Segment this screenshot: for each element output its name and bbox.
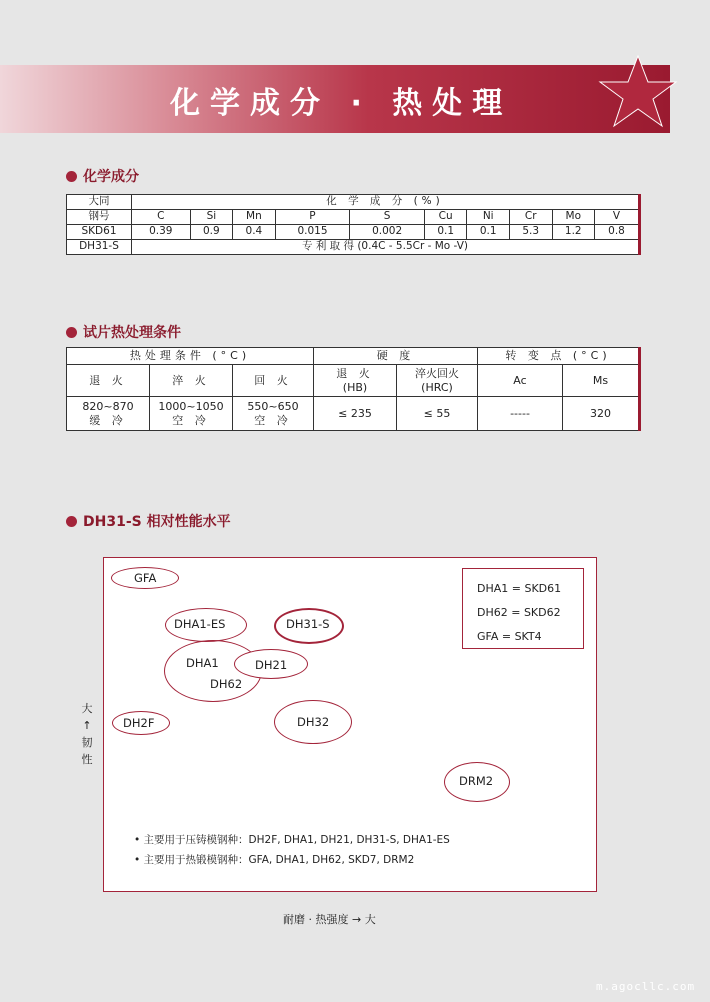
col-ac: Ac (478, 365, 563, 397)
value-cell: 0.9 (190, 225, 233, 240)
value-cell: 0.1 (467, 225, 510, 240)
col-ms: Ms (563, 365, 640, 397)
corner-top-cell: 大同 (67, 195, 132, 210)
col-anneal: 退 火 (67, 365, 150, 397)
star-icon (598, 52, 678, 132)
value-cell: 5.3 (509, 225, 552, 240)
quench-cell: 1000~1050 空 冷 (150, 397, 233, 431)
col-hb: 退 火 (HB) (314, 365, 397, 397)
element-header: Mo (552, 210, 595, 225)
grade-label: DH2F (123, 716, 155, 730)
group-header-cell: 化 学 成 分 (%) (132, 195, 640, 210)
element-header: Ni (467, 210, 510, 225)
element-header: Cu (424, 210, 467, 225)
table-row (67, 240, 640, 255)
grade-label: DHA1 (186, 656, 219, 670)
anneal-cell: 820~870 缓 冷 (67, 397, 150, 431)
usage-note-diecast: • 主要用于压铸模钢种：DH2F, DHA1, DH21, DH31-S, DHA1-ES (134, 834, 450, 846)
section-heading-performance: DH31-S 相对性能水平 (66, 511, 231, 531)
table-row (67, 225, 640, 240)
value-cell: 0.4 (233, 225, 276, 240)
grade-label: DH62 (210, 677, 243, 691)
temper-cell: 550~650 空 冷 (233, 397, 314, 431)
grade-label: DH21 (255, 658, 288, 672)
ms-cell: 320 (563, 397, 640, 431)
legend-entry: DHA1 = SKD61 (477, 582, 562, 595)
page-title: 化学成分 · 热处理 (170, 86, 513, 121)
grade-cell: SKD61 (67, 225, 132, 240)
grade-label: GFA (134, 571, 157, 585)
bullet-dot-icon (66, 516, 77, 527)
heat-treatment-table (66, 347, 641, 431)
grade-cell: DH31-S (67, 240, 132, 255)
chart-legend (462, 568, 584, 649)
value-cell: 0.002 (350, 225, 425, 240)
grade-label: DH31-S (286, 617, 330, 631)
value-cell: 1.2 (552, 225, 595, 240)
col-hrc: 淬火回火 (HRC) (397, 365, 478, 397)
col-quench: 淬 火 (150, 365, 233, 397)
performance-chart (103, 557, 597, 892)
bullet-dot-icon (66, 171, 77, 182)
group-hardness-cell: 硬 度 (314, 348, 478, 365)
grade-label: DH32 (297, 715, 330, 729)
patent-note-cell: 专 利 取 得 (0.4C - 5.5Cr - Mo -V) (132, 240, 640, 255)
section-heading-heat-treatment: 试片热处理条件 (66, 322, 181, 342)
legend-entry: GFA = SKT4 (477, 630, 542, 643)
element-header: Si (190, 210, 233, 225)
element-header: Mn (233, 210, 276, 225)
grade-label: DHA1-ES (174, 617, 226, 631)
element-header: Cr (509, 210, 552, 225)
value-cell: 0.015 (275, 225, 350, 240)
group-heat-cell: 热处理条件 (°C) (67, 348, 314, 365)
value-cell: 0.1 (424, 225, 467, 240)
watermark: m.agocllc.com (596, 980, 696, 993)
element-header: P (275, 210, 350, 225)
usage-note-forging: • 主要用于热锻模钢种：GFA, DHA1, DH62, SKD7, DRM2 (134, 854, 415, 866)
hb-cell: ≤ 235 (314, 397, 397, 431)
corner-bottom-cell: 钢号 (67, 210, 132, 225)
value-cell: 0.8 (595, 225, 640, 240)
group-transformation-cell: 转 变 点 (°C) (478, 348, 640, 365)
table-row (67, 397, 640, 431)
value-cell: 0.39 (132, 225, 191, 240)
chemical-composition-table (66, 194, 641, 255)
element-header: C (132, 210, 191, 225)
col-temper: 回 火 (233, 365, 314, 397)
hrc-cell: ≤ 55 (397, 397, 478, 431)
x-axis-label: 耐磨 · 热强度 → 大 (283, 913, 376, 926)
y-axis-label: 大 ↑ 韧 性 (81, 702, 93, 766)
element-header: V (595, 210, 640, 225)
bullet-dot-icon (66, 327, 77, 338)
grade-label: DRM2 (459, 774, 494, 788)
ac-cell: ----- (478, 397, 563, 431)
section-heading-chemistry: 化学成分 (66, 166, 139, 186)
element-header: S (350, 210, 425, 225)
legend-entry: DH62 = SKD62 (477, 606, 561, 619)
